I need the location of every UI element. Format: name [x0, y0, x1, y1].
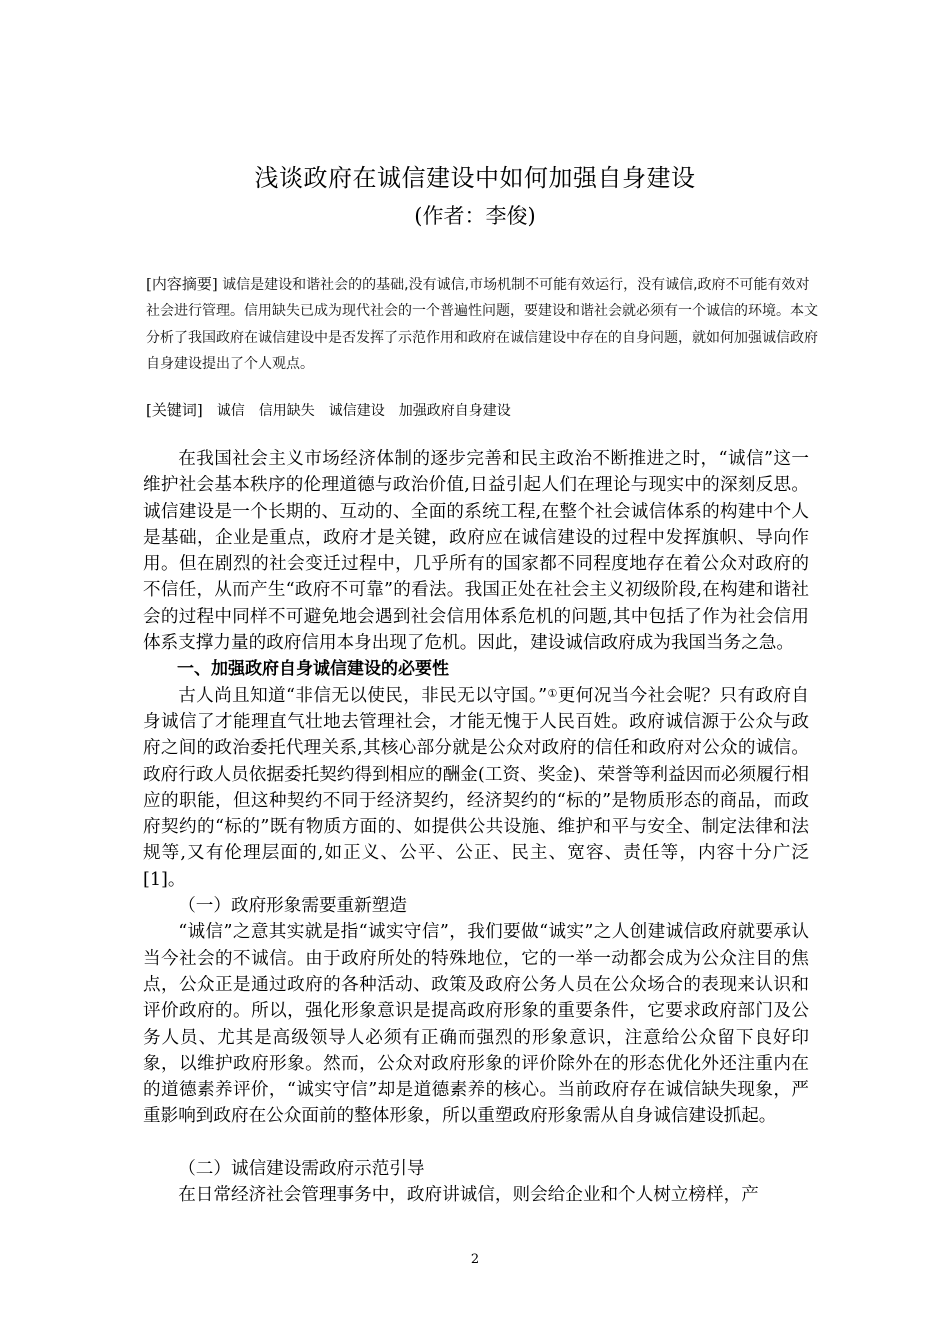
document-body — [143, 446, 809, 1208]
keyword-item: 加强政府自身建设 — [398, 403, 511, 419]
page-number: 2 — [470, 1252, 480, 1267]
document-title: 浅谈政府在诚信建设中如何加强自身建设 — [254, 164, 696, 192]
abstract-text: 诚信是建设和谐社会的的基础,没有诚信,市场机制不可能有效运行，没有诚信,政府不可能有效对社会进行管理。信用缺失已成为现代社会的一个普遍性问题，要建设和谐社会就必须有一个诚信的环境。本文分析了我国政府在诚信建设中是否发挥了示范作用和政府在诚信建设中存在的自身问题，就如何加强诚信政府自身建设提出了个人观点。 — [146, 277, 818, 372]
intro-paragraph: 在我国社会主义市场经济体制的逐步完善和民主政治不断推进之时，“诚信”这一维护社会基本秩序的伦理道德与政治价值,日益引起人们在理论与现实中的深刻反思。诚信建设是一个长期的、互动的、全面的系统工程,在整个社会诚信体系的构建中个人是基础，企业是重点，政府才是关键，政府应在诚信建设的过程中发挥旗帜、导向作用。但在剧烈的社会变迁过程中，几乎所有的国家都不同程度地存在着公众对政府的不信任，从而产生“政府不可靠”的看法。我国正处在社会主义初级阶段,在构建和谐社会的过程中同样不可避免地会遇到社会信用体系危机的问题,其中包括了作为社会信用体系支撑力量的政府信用本身出现了危机。因此，建设诚信政府成为我国当务之急。 — [143, 449, 809, 654]
section1-text-b: 更何况当今社会呢？只有政府自身诚信了才能理直气壮地去管理社会，才能无愧于人民百姓。政府诚信源于公众与政府之间的政治委托代理关系,其核心部分就是公众对政府的信任和政府对公众的诚信。政府行政人员依据委托契约得到相应的酬金(工资、奖金)、荣誉等利益因而必须履行相应的职能，但这种契约不同于经济契约，经济契约的“标的”是物质形态的商品，而政府契约的“标的”既有物质方面的、如提供公共设施、维护和平与安全、制定法律和法规等,又有伦理层面的,如正义、公平、公正、民主、宽容、责任等，内容十分广泛[1]。 — [143, 685, 809, 890]
subsection-heading: （二）诚信建设需政府示范引导 — [178, 1158, 425, 1179]
keyword-item: 诚信 — [216, 403, 245, 419]
paragraph-gap — [143, 1130, 809, 1156]
document-author: (作者：李俊) — [414, 204, 536, 228]
keywords — [146, 400, 818, 421]
keyword-item: 信用缺失 — [258, 403, 315, 419]
section1-paragraph — [143, 683, 809, 893]
abstract — [146, 271, 818, 377]
keywords-tag: [关键词] — [146, 401, 203, 419]
subsection2-paragraph: 在日常经济社会管理事务中，政府讲诚信，则会给企业和个人树立榜样，产 — [178, 1185, 759, 1206]
subsection-heading: （一）政府形象需要重新塑造 — [178, 896, 407, 917]
footnote-marker: ① — [547, 686, 558, 700]
section-heading: 一、加强政府自身诚信建设的必要性 — [177, 659, 449, 680]
keyword-item: 诚信建设 — [328, 403, 385, 419]
subsection1-paragraph: “诚信”之意其实就是指“诚实守信”，我们要做“诚实”之人创建诚信政府就要承认当今社会的不诚信。由于政府所处的特殊地位，它的一举一动都会成为公众注目的焦点，公众正是通过政府的各种活动、政策及政府公务人员在公众场合的表现来认识和评价政府的。所以，强化形象意识是提高政府形象的重要条件，它要求政府部门及公务人员、尤其是高级领导人必须有正确而强烈的形象意识，注意给公众留下良好印象，以维护政府形象。然而，公众对政府形象的评价除外在的形态优化外还注重内在的道德素养评价，“诚实守信”却是道德素养的核心。当前政府存在诚信缺失现象，严重影响到政府在公众面前的整体形象，所以重塑政府形象需从自身诚信建设抓起。 — [143, 922, 809, 1127]
abstract-tag: [内容摘要] — [146, 275, 218, 293]
section1-text-a: 古人尚且知道“非信无以使民，非民无以守国。” — [178, 685, 548, 706]
